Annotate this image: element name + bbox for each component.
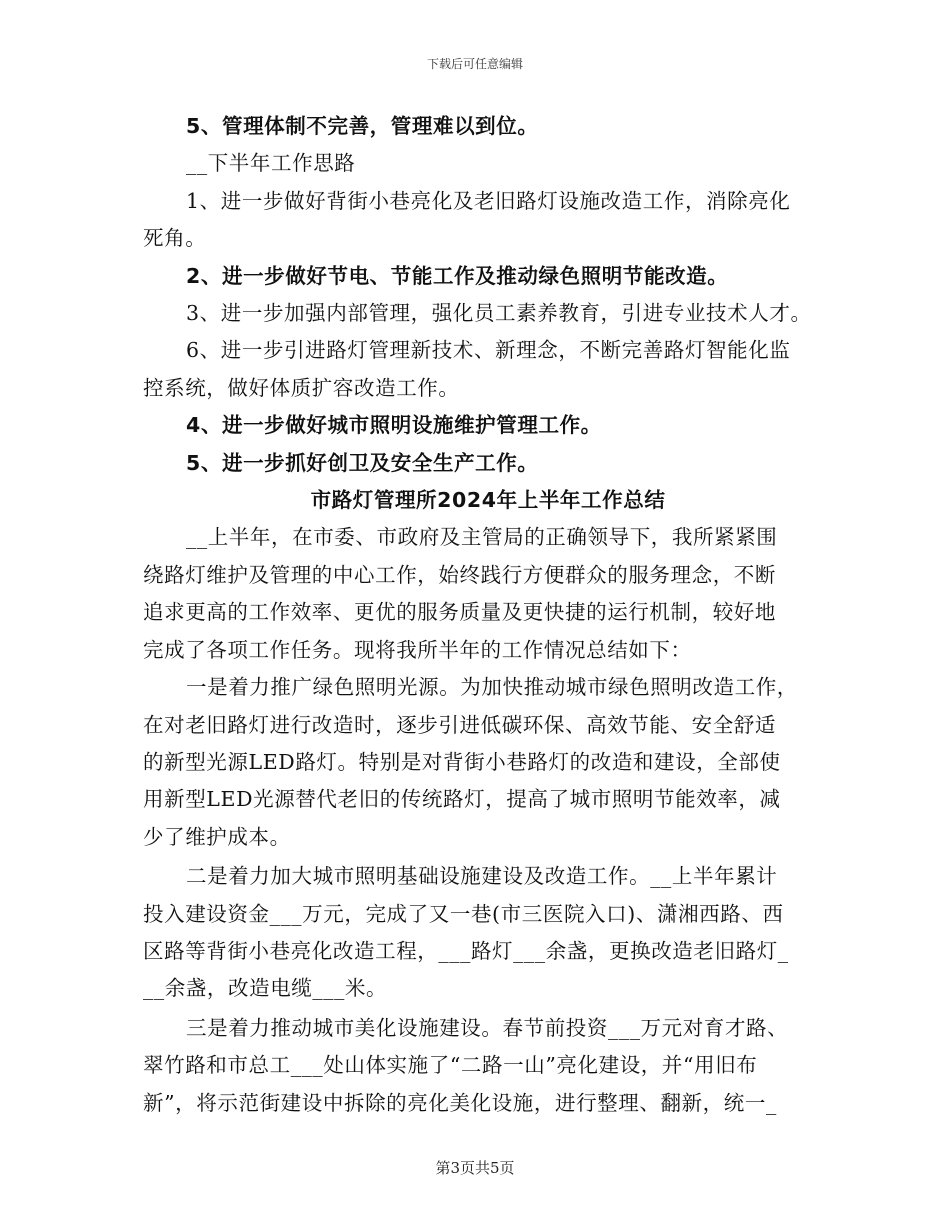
page-header: 下载后可任意编辑 [426, 57, 523, 71]
paragraph-line: 5、管理体制不完善，管理难以到位。 [186, 114, 539, 138]
page-footer: 第3页共5页 [435, 1159, 515, 1177]
paragraph-line: 的新型光源LED路灯。特别是对背街小巷路灯的改造和建设，全部使 [143, 749, 781, 774]
paragraph-line: 5、进一步抓好创卫及安全生产工作。 [186, 450, 539, 475]
paragraph-line: 少了维护成本。 [143, 824, 291, 849]
paragraph-line: 4、进一步做好城市照明设施维护管理工作。 [186, 413, 602, 438]
paragraph-line: 翠竹路和市总工___处山体实施了“二路一山”亮化建设，并“用旧布 [143, 1053, 758, 1078]
paragraph-line: __上半年，在市委、市政府及主管局的正确领导下，我所紧紧围 [186, 525, 778, 550]
paragraph-line: 控系统，做好体质扩容改造工作。 [143, 375, 460, 400]
paragraph-line: 死角。 [143, 226, 207, 251]
paragraph-line: 1、进一步做好背街小巷亮化及老旧路灯设施改造工作，消除亮化 [186, 188, 791, 213]
paragraph-line: __余盏，改造电缆___米。 [143, 976, 388, 1001]
paragraph-line: 6、进一步引进路灯管理新技术、新理念，不断完善路灯智能化监 [186, 338, 791, 363]
section-heading: __下半年工作思路 [186, 151, 356, 176]
paragraph-line: 在对老旧路灯进行改造时，逐步引进低碳环保、高效节能、安全舒适 [143, 712, 776, 737]
document-body [143, 108, 833, 1122]
paragraph-line: 用新型LED光源替代老旧的传统路灯，提高了城市照明节能效率，减 [143, 787, 781, 812]
paragraph-line: 投入建设资金___万元，完成了又一巷(市三医院入口)、潇湘西路、西 [143, 901, 784, 926]
paragraph-line: 完成了各项工作任务。现将我所半年的工作情况总结如下： [143, 637, 692, 662]
paragraph-line: 一是着力推广绿色照明光源。为加快推动城市绿色照明改造工作， [186, 675, 798, 700]
paragraph-line: 绕路灯维护及管理的中心工作，始终践行方便群众的服务理念，不断 [143, 562, 776, 587]
paragraph-line: 追求更高的工作效率、更优的服务质量及更快捷的运行机制，较好地 [143, 600, 776, 625]
paragraph-line: 三是着力推动城市美化设施建设。春节前投资___万元对育才路、 [186, 1015, 789, 1040]
paragraph-line: 二是着力加大城市照明基础设施建设及改造工作。__上半年累计 [186, 864, 778, 889]
paragraph-line: 区路等背街小巷亮化改造工程，___路灯___余盏，更换改造老旧路灯_ [143, 938, 789, 963]
document-title: 市路灯管理所2024年上半年工作总结 [310, 488, 666, 513]
paragraph-line: 3、进一步加强内部管理，强化员工素养教育，引进专业技术人才。 [186, 301, 812, 326]
paragraph-line: 2、进一步做好节电、节能工作及推动绿色照明节能改造。 [186, 263, 729, 288]
paragraph-line: 新”，将示范街建设中拆除的亮化美化设施，进行整理、翻新，统一_ [143, 1090, 777, 1115]
